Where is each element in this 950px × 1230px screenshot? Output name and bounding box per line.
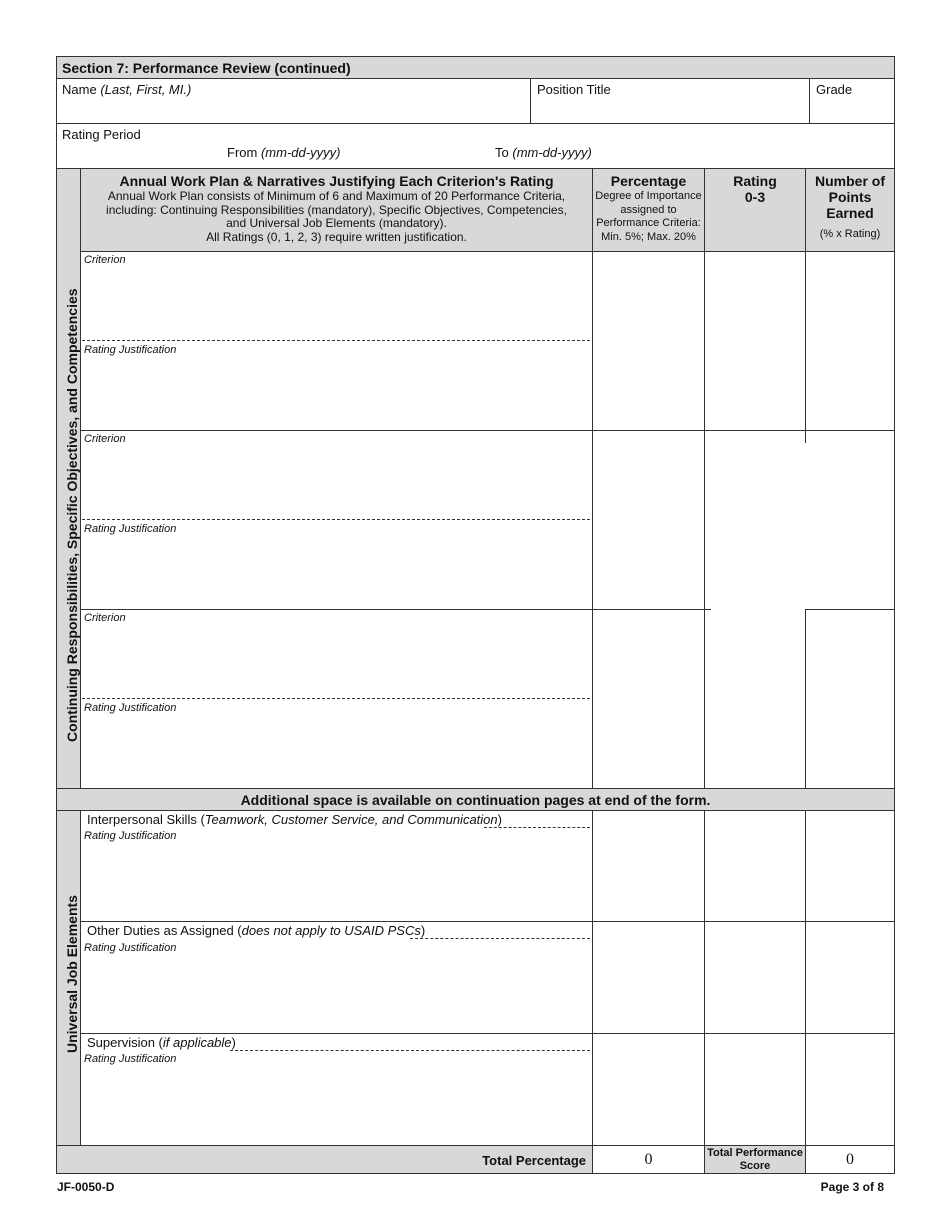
work-plan-title: Annual Work Plan & Narratives Justifying Each Criterion's Rating bbox=[119, 173, 554, 189]
element-name-detail: Teamwork, Customer Service, and Communication bbox=[204, 812, 498, 827]
to-label: To bbox=[495, 145, 509, 160]
divider bbox=[894, 430, 895, 442]
divider bbox=[81, 1033, 894, 1034]
divider bbox=[704, 168, 705, 788]
divider bbox=[592, 168, 593, 788]
justification-input[interactable] bbox=[82, 716, 590, 786]
rating-input[interactable] bbox=[706, 812, 804, 920]
position-title-field[interactable]: Position Title bbox=[537, 82, 611, 97]
divider bbox=[806, 609, 894, 610]
divider bbox=[805, 609, 806, 788]
divider bbox=[81, 921, 894, 922]
justification-label: Rating Justification bbox=[84, 942, 177, 954]
divider bbox=[56, 123, 895, 124]
percentage-line: assigned to bbox=[620, 203, 677, 216]
criterion-input[interactable] bbox=[82, 626, 590, 696]
total-score-label bbox=[705, 1147, 805, 1172]
universal-element-title bbox=[87, 812, 502, 827]
to-date-field[interactable] bbox=[495, 145, 592, 160]
justification-input[interactable] bbox=[82, 358, 590, 428]
element-name-end: ) bbox=[231, 1035, 236, 1050]
page-number: Page 3 of 8 bbox=[820, 1180, 884, 1194]
element-name-detail: if applicable bbox=[162, 1035, 232, 1050]
criterion-label: Criterion bbox=[84, 612, 126, 624]
justification-label: Rating Justification bbox=[84, 830, 177, 842]
points-header bbox=[806, 173, 894, 241]
points-title: Points bbox=[828, 189, 872, 205]
criterion-separator bbox=[82, 698, 590, 699]
divider bbox=[81, 251, 895, 252]
divider bbox=[592, 810, 593, 1173]
rating-input[interactable] bbox=[706, 923, 804, 1031]
work-plan-header bbox=[81, 173, 592, 244]
element-name-detail: does not apply to USAID PSCs bbox=[241, 923, 421, 938]
criterion-separator bbox=[82, 519, 590, 520]
criterion-input[interactable] bbox=[82, 268, 590, 338]
percentage-input[interactable] bbox=[594, 432, 703, 608]
divider bbox=[530, 78, 531, 123]
element-name: Other Duties as Assigned ( bbox=[87, 923, 242, 938]
points-title: Earned bbox=[826, 205, 874, 221]
percentage-line: Performance Criteria: bbox=[596, 217, 701, 229]
percentage-input[interactable] bbox=[594, 1035, 703, 1143]
total-score-label-line: Total Performance bbox=[707, 1147, 803, 1159]
points-formula: (% x Rating) bbox=[819, 228, 881, 240]
justification-input[interactable] bbox=[82, 957, 590, 1031]
universal-element-title bbox=[87, 923, 425, 938]
justification-input[interactable] bbox=[82, 1069, 590, 1143]
divider bbox=[80, 168, 81, 788]
rating-range: 0-3 bbox=[744, 189, 766, 205]
total-percentage-value: 0 bbox=[644, 1151, 653, 1168]
element-name-end: ) bbox=[420, 923, 426, 938]
name-label: Name bbox=[62, 82, 97, 97]
element-name-end: ) bbox=[497, 812, 502, 827]
rating-input[interactable] bbox=[706, 611, 804, 787]
criterion-label: Criterion bbox=[84, 254, 126, 266]
to-hint: (mm-dd-yyyy) bbox=[512, 145, 592, 160]
total-score-value: 0 bbox=[846, 1151, 854, 1168]
percentage-line: Degree of Importance bbox=[595, 190, 702, 202]
percentage-input[interactable] bbox=[594, 253, 703, 429]
percentage-input[interactable] bbox=[594, 611, 703, 787]
grade-field[interactable]: Grade bbox=[816, 82, 853, 97]
rating-period-label: Rating Period bbox=[62, 127, 141, 142]
divider bbox=[80, 810, 81, 1146]
from-label: From bbox=[227, 145, 258, 160]
criterion-separator bbox=[82, 340, 590, 341]
divider bbox=[704, 810, 705, 1173]
rating-input[interactable] bbox=[706, 432, 804, 608]
from-date-field[interactable] bbox=[227, 145, 340, 160]
divider bbox=[805, 810, 806, 1173]
rating-header bbox=[705, 173, 805, 205]
percentage-input[interactable] bbox=[594, 923, 703, 1031]
continuing-side-label: Continuing Responsibilities, Specific Objectives, and Competencies bbox=[64, 288, 80, 742]
divider bbox=[56, 810, 895, 811]
divider bbox=[81, 609, 711, 610]
justification-input[interactable] bbox=[82, 537, 590, 607]
name-hint: (Last, First, MI.) bbox=[100, 82, 192, 97]
work-plan-line: Annual Work Plan consists of Minimum of 6 and Maximum of 20 Performance Criteria, bbox=[107, 189, 566, 203]
work-plan-line: and Universal Job Elements (mandatory). bbox=[226, 216, 447, 230]
points-title: Number of bbox=[815, 173, 885, 189]
universal-side-label: Universal Job Elements bbox=[64, 895, 80, 1053]
from-hint: (mm-dd-yyyy) bbox=[260, 145, 341, 160]
element-separator bbox=[230, 1050, 590, 1051]
section-title: Section 7: Performance Review (continued) bbox=[62, 60, 351, 76]
form-id: JF-0050-D bbox=[57, 1180, 115, 1194]
rating-title: Rating bbox=[733, 173, 777, 189]
total-percentage-label: Total Percentage bbox=[482, 1153, 586, 1168]
divider bbox=[56, 168, 895, 169]
divider bbox=[56, 1145, 895, 1146]
criterion-input[interactable] bbox=[82, 447, 590, 517]
element-name: Interpersonal Skills ( bbox=[87, 812, 205, 827]
element-separator bbox=[484, 827, 590, 828]
justification-input[interactable] bbox=[82, 845, 590, 919]
total-score-label-line: Score bbox=[739, 1159, 771, 1172]
work-plan-line: including: Continuing Responsibilities (mandatory), Specific Objectives, Competencies, bbox=[106, 202, 567, 217]
universal-element-title bbox=[87, 1035, 236, 1050]
divider bbox=[809, 78, 810, 123]
divider bbox=[81, 430, 894, 431]
element-separator bbox=[410, 938, 590, 939]
rating-input[interactable] bbox=[706, 1035, 804, 1143]
work-plan-line: All Ratings (0, 1, 2, 3) require written justification. bbox=[206, 229, 467, 244]
criterion-label: Criterion bbox=[84, 433, 126, 445]
justification-label: Rating Justification bbox=[84, 702, 177, 714]
justification-label: Rating Justification bbox=[84, 1053, 177, 1065]
additional-space-note: Additional space is available on continuation pages at end of the form. bbox=[240, 792, 711, 808]
name-field[interactable] bbox=[62, 82, 191, 97]
rating-input[interactable] bbox=[706, 253, 804, 429]
element-name: Supervision ( bbox=[87, 1035, 163, 1050]
divider bbox=[56, 788, 895, 789]
percentage-title: Percentage bbox=[610, 173, 687, 189]
percentage-input[interactable] bbox=[594, 812, 703, 920]
justification-label: Rating Justification bbox=[84, 344, 177, 356]
percentage-line: Min. 5%; Max. 20% bbox=[601, 230, 696, 243]
percentage-header bbox=[593, 173, 704, 244]
justification-label: Rating Justification bbox=[84, 523, 177, 535]
divider bbox=[56, 78, 895, 79]
